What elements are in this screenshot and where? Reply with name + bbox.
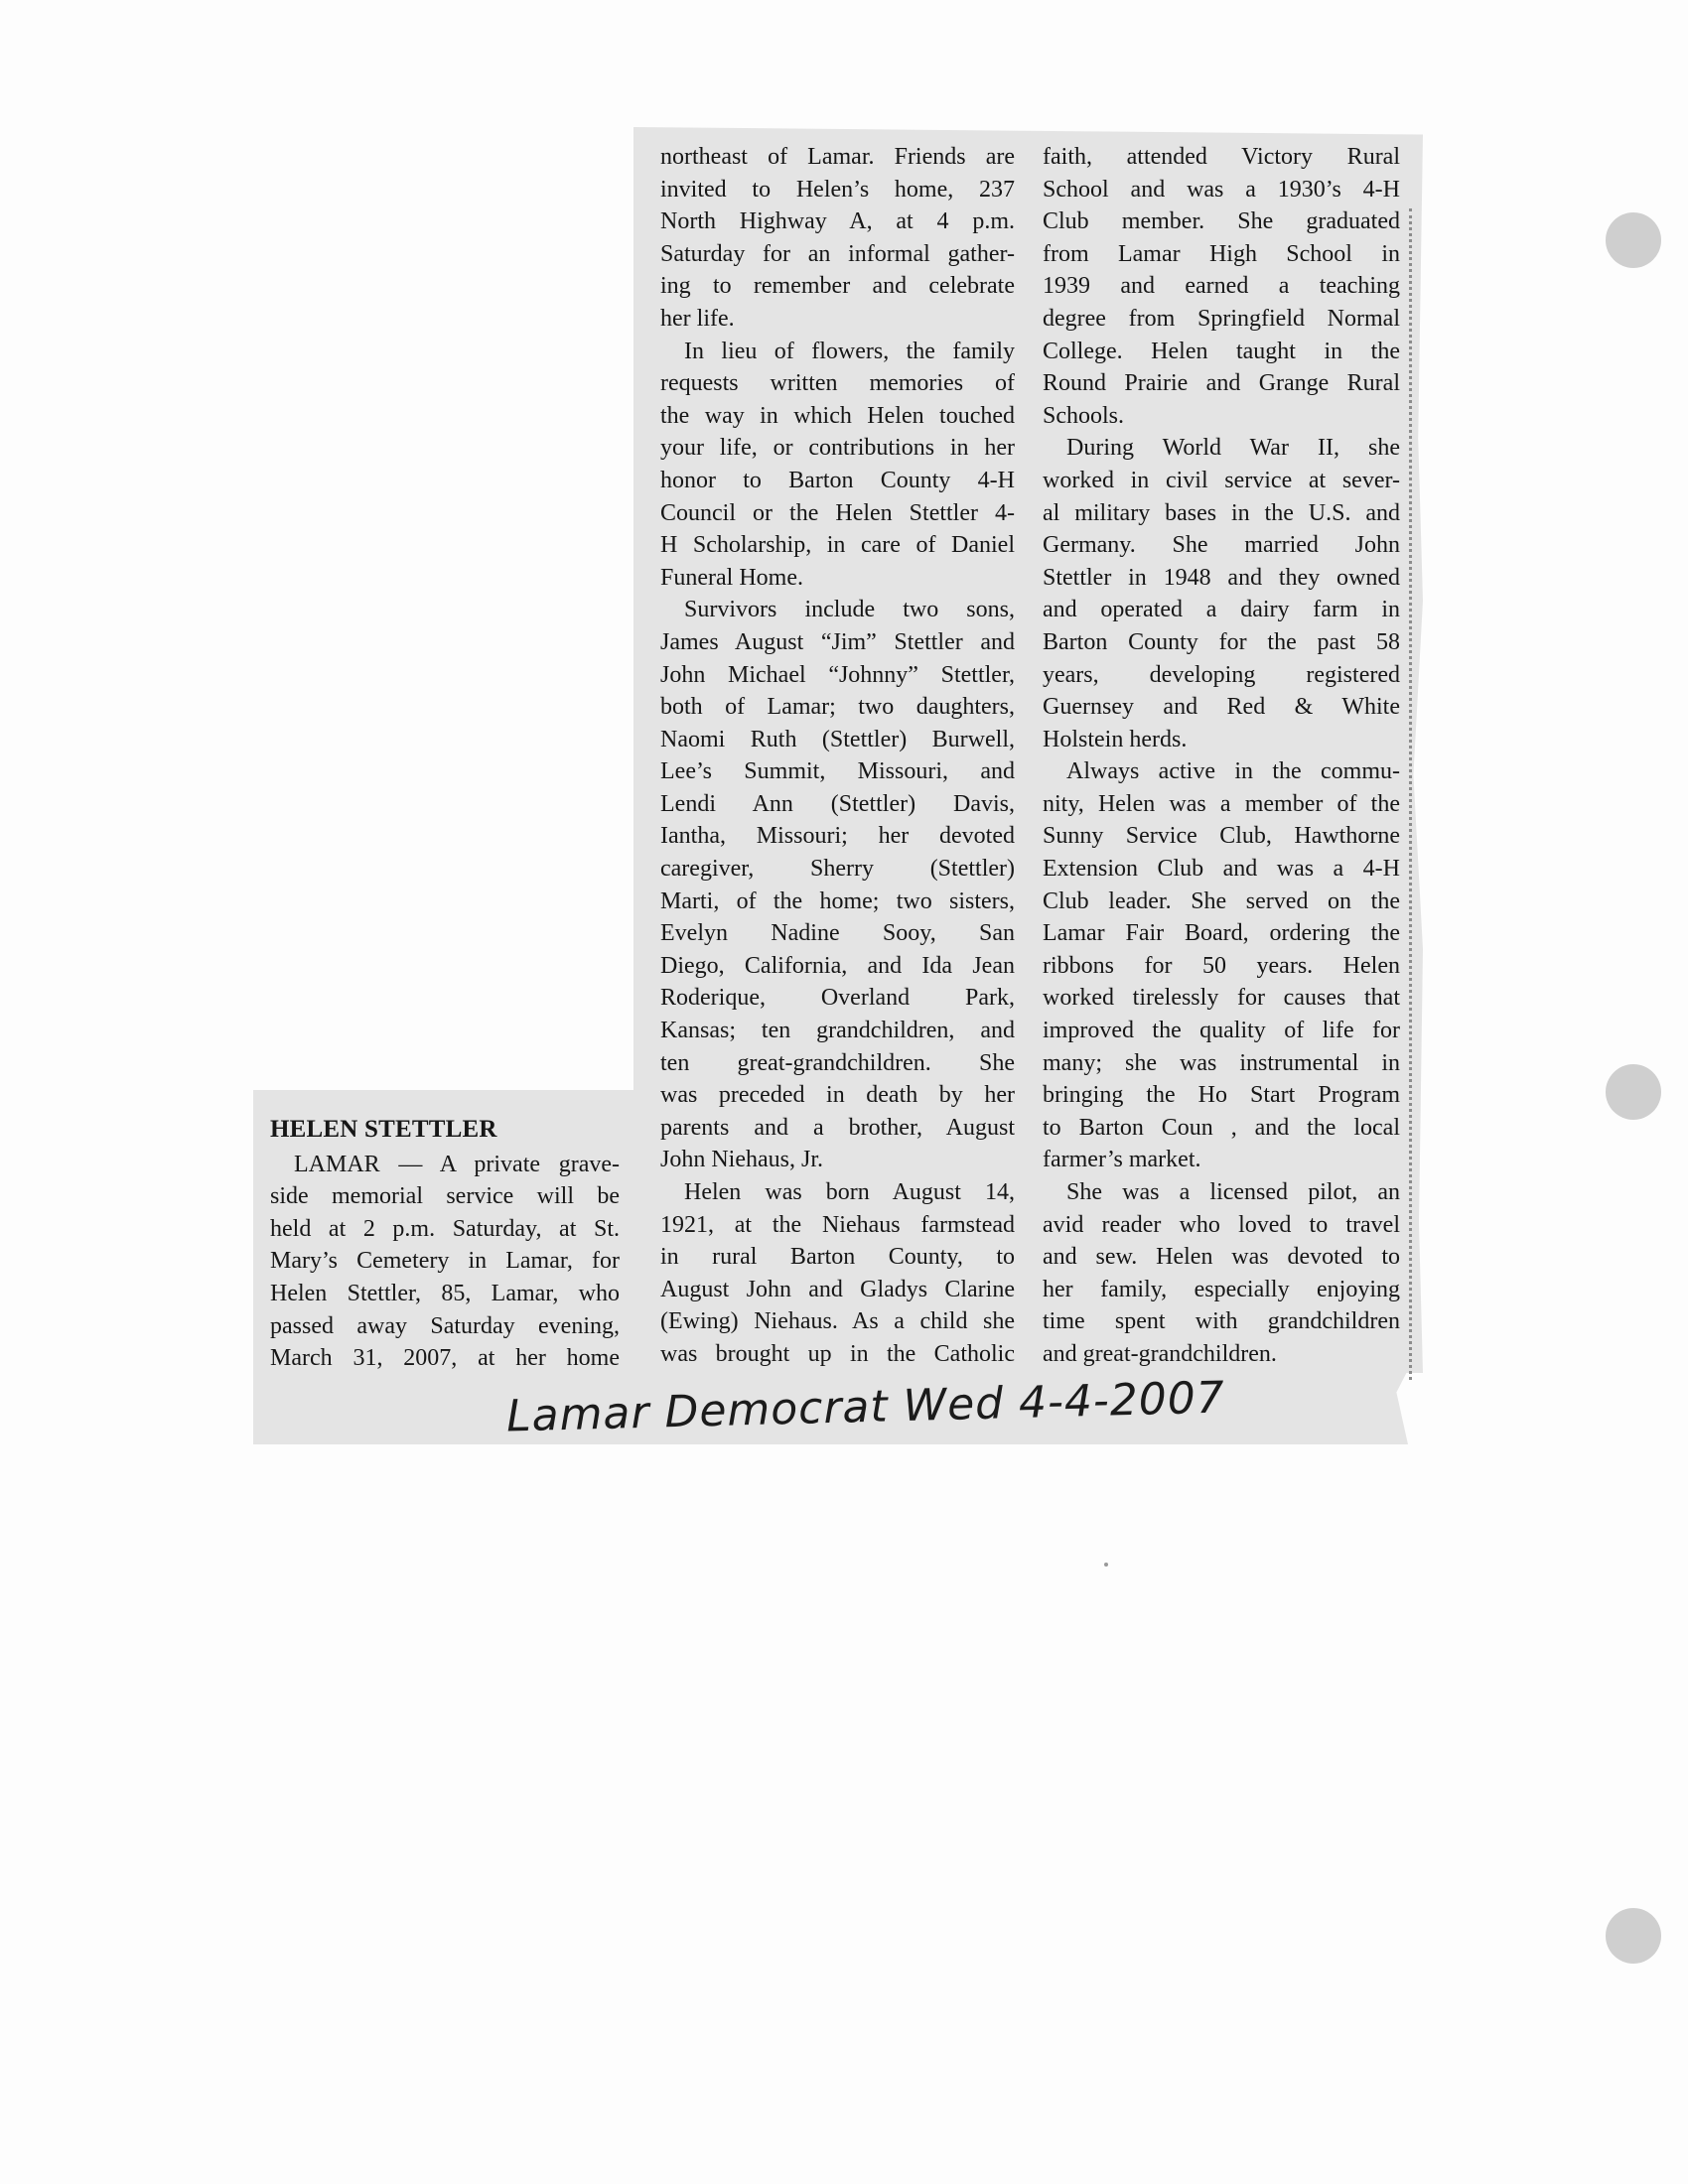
text-line: Club leader. She served on the xyxy=(1043,887,1400,914)
text-line: Germany. She married John xyxy=(1043,532,1400,559)
text-line: to Barton Coun , and the local xyxy=(1043,1114,1400,1141)
text-line: was preceded in death by her xyxy=(660,1082,1015,1109)
text-line: al military bases in the U.S. and xyxy=(1043,499,1400,526)
text-line: and operated a dairy farm in xyxy=(1043,597,1400,623)
text-line: ing to remember and celebrate xyxy=(660,273,1015,300)
text-line: Survivors include two sons, xyxy=(684,597,1015,623)
text-line: was brought up in the Catholic xyxy=(660,1340,1015,1367)
text-line: LAMAR — A private grave- xyxy=(294,1151,620,1177)
obituary-column-2 xyxy=(660,141,1015,1371)
text-line: degree from Springfield Normal xyxy=(1043,305,1400,332)
text-line: Council or the Helen Stettler 4- xyxy=(660,499,1015,526)
binder-hole-bottom xyxy=(1606,1908,1661,1964)
text-line: side memorial service will be xyxy=(270,1183,620,1210)
text-line: Iantha, Missouri; her devoted xyxy=(660,823,1015,850)
column-2-text xyxy=(660,141,1015,1371)
show-through-text xyxy=(377,129,635,725)
speck xyxy=(1104,1563,1108,1567)
text-line: invited to Helen’s home, 237 xyxy=(660,176,1015,203)
text-line: years, developing registered xyxy=(1043,661,1400,688)
text-line: March 31, 2007, at her home xyxy=(270,1345,620,1372)
text-line: 1939 and earned a teaching xyxy=(1043,273,1400,300)
text-line: Evelyn Nadine Sooy, San xyxy=(660,920,1015,947)
text-line: from Lamar High School in xyxy=(1043,240,1400,267)
text-line: Round Prairie and Grange Rural xyxy=(1043,370,1400,397)
text-line: Stettler in 1948 and they owned xyxy=(1043,564,1400,591)
text-line: Diego, California, and Ida Jean xyxy=(660,952,1015,979)
text-line: In lieu of flowers, the family xyxy=(684,338,1015,364)
column-1-text xyxy=(270,1149,620,1375)
text-line: Kansas; ten grandchildren, and xyxy=(660,1018,1015,1044)
text-line: ribbons for 50 years. Helen xyxy=(1043,952,1400,979)
column-3-text xyxy=(1043,141,1400,1371)
text-line: She was a licensed pilot, an xyxy=(1066,1179,1400,1205)
text-line: bringing the Ho Start Program xyxy=(1043,1082,1400,1109)
text-line: parents and a brother, August xyxy=(660,1114,1015,1141)
text-line: Helen Stettler, 85, Lamar, who xyxy=(270,1280,620,1306)
text-line: faith, attended Victory Rural xyxy=(1043,144,1400,170)
binder-hole-middle xyxy=(1606,1064,1661,1120)
text-line: (Ewing) Niehaus. As a child she xyxy=(660,1308,1015,1335)
text-line: northeast of Lamar. Friends are xyxy=(660,144,1015,170)
text-line: H Scholarship, in care of Daniel xyxy=(660,532,1015,559)
torn-edge-dots xyxy=(1409,208,1412,1380)
handwritten-date-note: Lamar Democrat Wed 4-4-2007 xyxy=(505,1372,1226,1442)
obituary-column-1 xyxy=(270,1114,620,1375)
text-line: and great-grandchildren. xyxy=(1043,1340,1277,1367)
text-line: passed away Saturday evening, xyxy=(270,1312,620,1339)
text-line: and sew. Helen was devoted to xyxy=(1043,1244,1400,1271)
text-line: Guernsey and Red & White xyxy=(1043,694,1400,721)
text-line: John Michael “Johnny” Stettler, xyxy=(660,661,1015,688)
text-line: the way in which Helen touched xyxy=(660,402,1015,429)
text-line: James August “Jim” Stettler and xyxy=(660,628,1015,655)
text-line: many; she was instrumental in xyxy=(1043,1049,1400,1076)
text-line: College. Helen taught in the xyxy=(1043,338,1400,364)
text-line: worked in civil service at sever- xyxy=(1043,467,1400,493)
text-line: Mary’s Cemetery in Lamar, for xyxy=(270,1248,620,1275)
text-line: worked tirelessly for causes that xyxy=(1043,985,1400,1012)
obituary-headline: HELEN STETTLER xyxy=(270,1116,497,1143)
text-line: Funeral Home. xyxy=(660,564,803,591)
text-line: Naomi Ruth (Stettler) Burwell, xyxy=(660,726,1015,752)
text-line: North Highway A, at 4 p.m. xyxy=(660,208,1015,235)
binder-hole-top xyxy=(1606,212,1661,268)
text-line: Roderique, Overland Park, xyxy=(660,985,1015,1012)
text-line: Helen was born August 14, xyxy=(684,1179,1015,1205)
text-line: Schools. xyxy=(1043,402,1125,429)
text-line: Barton County for the past 58 xyxy=(1043,628,1400,655)
text-line: ten great-grandchildren. She xyxy=(660,1049,1015,1076)
text-line: Lamar Fair Board, ordering the xyxy=(1043,920,1400,947)
text-line: farmer’s market. xyxy=(1043,1147,1201,1173)
text-line: time spent with grandchildren xyxy=(1043,1308,1400,1335)
text-line: nity, Helen was a member of the xyxy=(1043,790,1400,817)
text-line: her life. xyxy=(660,305,735,332)
text-line: Saturday for an informal gather- xyxy=(660,240,1015,267)
text-line: Lendi Ann (Stettler) Davis, xyxy=(660,790,1015,817)
text-line: her family, especially enjoying xyxy=(1043,1276,1400,1302)
text-line: Always active in the commu- xyxy=(1066,758,1400,785)
text-line: Marti, of the home; two sisters, xyxy=(660,887,1015,914)
text-line: held at 2 p.m. Saturday, at St. xyxy=(270,1215,620,1242)
obituary-column-3 xyxy=(1043,141,1400,1371)
text-line: Lee’s Summit, Missouri, and xyxy=(660,758,1015,785)
text-line: John Niehaus, Jr. xyxy=(660,1147,823,1173)
text-line: avid reader who loved to travel xyxy=(1043,1211,1400,1238)
text-line: School and was a 1930’s 4-H xyxy=(1043,176,1400,203)
text-line: honor to Barton County 4-H xyxy=(660,467,1015,493)
text-line: your life, or contributions in her xyxy=(660,435,1015,462)
text-line: August John and Gladys Clarine xyxy=(660,1276,1015,1302)
text-line: Sunny Service Club, Hawthorne xyxy=(1043,823,1400,850)
text-line: requests written memories of xyxy=(660,370,1015,397)
text-line: 1921, at the Niehaus farmstead xyxy=(660,1211,1015,1238)
text-line: caregiver, Sherry (Stettler) xyxy=(660,856,1015,883)
text-line: in rural Barton County, to xyxy=(660,1244,1015,1271)
text-line: During World War II, she xyxy=(1066,435,1400,462)
text-line: Extension Club and was a 4-H xyxy=(1043,856,1400,883)
text-line: both of Lamar; two daughters, xyxy=(660,694,1015,721)
text-line: Holstein herds. xyxy=(1043,726,1188,752)
text-line: Club member. She graduated xyxy=(1043,208,1400,235)
text-line: improved the quality of life for xyxy=(1043,1018,1400,1044)
